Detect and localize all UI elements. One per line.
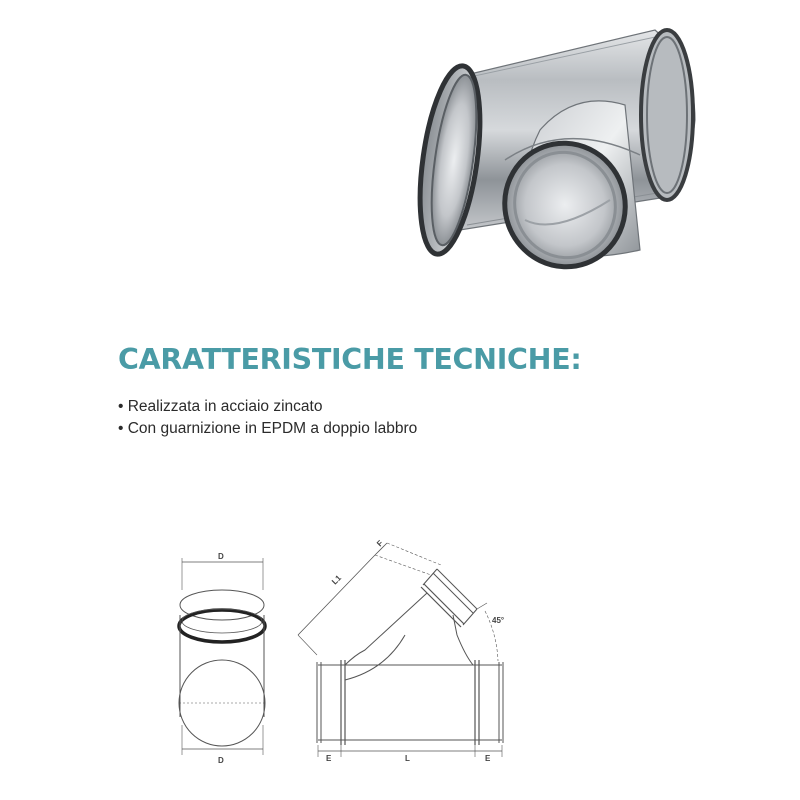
label-l1: L1 — [330, 573, 344, 587]
label-e-left: E — [326, 754, 332, 763]
label-e-right: E — [485, 754, 491, 763]
section-title: CARATTERISTICHE TECNICHE: — [118, 343, 582, 376]
label-d-bottom: D — [218, 756, 224, 765]
label-l: L — [405, 754, 410, 763]
label-angle: 45° — [492, 616, 505, 625]
list-item: • Realizzata in acciaio zincato — [118, 396, 417, 418]
list-item: • Con guarnizione in EPDM a doppio labbro — [118, 418, 417, 440]
label-d-top: D — [218, 552, 224, 561]
label-f: F — [375, 538, 385, 549]
features-list — [118, 396, 417, 440]
product-photo — [405, 20, 720, 285]
technical-drawing — [165, 515, 530, 775]
